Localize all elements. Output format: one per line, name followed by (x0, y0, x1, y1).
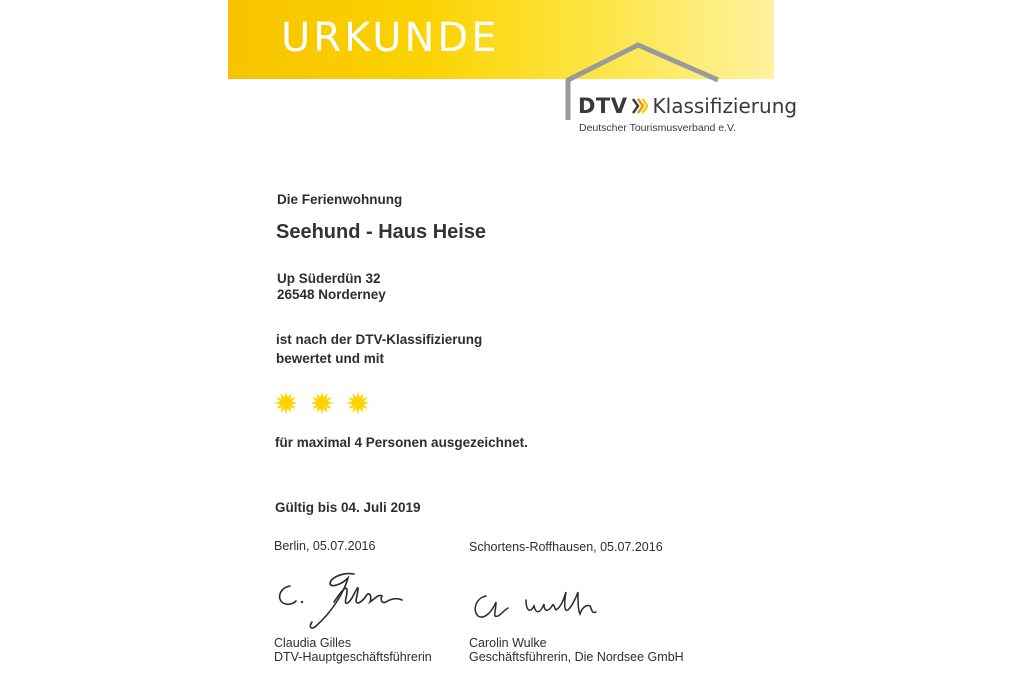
award-line: für maximal 4 Personen ausgezeichnet. (275, 435, 528, 450)
right-signatory-role: Geschäftsführerin, Die Nordsee GmbH (469, 650, 684, 664)
left-signatory-role: DTV-Hauptgeschäftsführerin (274, 650, 432, 664)
statement-line-2: bewertet und mit (276, 351, 385, 366)
dtv-logo (578, 92, 797, 120)
address-street: Up Süderdün 32 (277, 271, 381, 286)
logo-brand: DTV (578, 94, 628, 118)
property-name: Seehund - Haus Heise (276, 221, 487, 243)
validity-date: Gültig bis 04. Juli 2019 (275, 500, 421, 515)
left-place-date: Berlin, 05.07.2016 (274, 539, 376, 553)
address-city: 26548 Norderney (277, 287, 386, 302)
star-icon (310, 391, 334, 415)
signature-left (272, 568, 412, 634)
right-place-date: Schortens-Roffhausen, 05.07.2016 (469, 540, 663, 554)
chevrons-icon (632, 97, 648, 115)
left-signatory-name: Claudia Gilles (274, 636, 352, 650)
star-icon (346, 391, 370, 415)
star-rating (274, 391, 370, 415)
intro-text: Die Ferienwohnung (277, 192, 403, 207)
statement-line-1: ist nach der DTV-Klassifizierung (276, 332, 483, 347)
star-icon (274, 391, 298, 415)
logo-text: Klassifizierung (652, 94, 798, 118)
logo-subtitle: Deutscher Tourismusverband e.V. (579, 122, 737, 134)
right-signatory-name: Carolin Wulke (469, 636, 547, 650)
signature-right (468, 586, 608, 626)
certificate-title: URKUNDE (281, 15, 500, 61)
